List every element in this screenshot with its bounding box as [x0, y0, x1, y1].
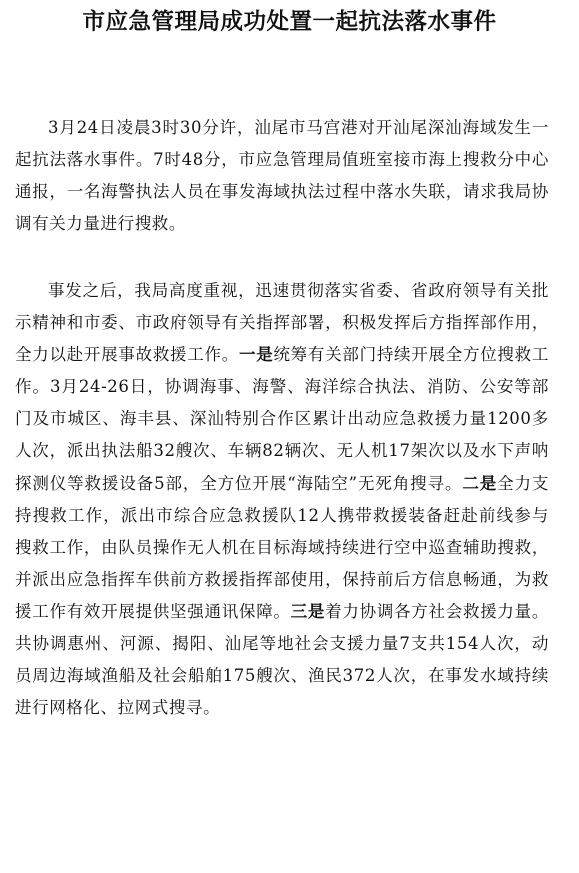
article-title: 市应急管理局成功处置一起抗法落水事件: [82, 9, 497, 35]
paragraph-2-intro: 事发之后，我局高度重视，迅速贯彻落实省委、省政府领导有关批示精神和市委、市政府领导有关指挥部署，积极发挥后方指挥部作用，全力以赴开展事故救援工作。: [15, 281, 549, 365]
point-1-text: 统筹有关部门持续开展全方位搜救工作。3月24-26日，协调海事、海警、海洋综合执法、消防、公安等部门及市城区、海丰县、深汕特别合作区累计出动应急救援力量1200多人次，派出执法船32艘次、车辆82辆次、无人机17架次以及水下声呐探测仪等救援设备5部，全方位开展“海陆空”无死角搜寻。: [15, 345, 549, 493]
point-1-label: 一是: [238, 345, 274, 365]
point-3-text: 着力协调各方社会救援力量。共协调惠州、河源、揭阳、汕尾等地社会支援力量7支共154人次，动员周边海域渔船及社会船舶175艘次、渔民372人次，在事发水域持续进行网格化、拉网式搜寻。: [15, 601, 549, 718]
point-2-label: 二是: [462, 473, 498, 493]
point-3-label: 三是: [290, 601, 326, 621]
article-paragraph-1: 3月24日凌晨3时30分许，汕尾市马宫港对开汕尾深汕海域发生一起抗法落水事件。7时48分，市应急管理局值班室接市海上搜救分中心通报，一名海警执法人员在事发海域执法过程中落水失联，请求我局协调有关力量进行搜救。: [15, 118, 549, 234]
point-2-text: 全力支持搜救工作，派出市综合应急救援队12人携带救援装备赶赴前线参与搜救工作，由队员操作无人机在目标海域持续进行空中巡查辅助搜救，并派出应急指挥车供前方救援指挥部使用，保持前后方信息畅通，为救援工作有效开展提供坚强通讯保障。: [15, 473, 549, 621]
article-paragraph-2: [15, 275, 549, 724]
